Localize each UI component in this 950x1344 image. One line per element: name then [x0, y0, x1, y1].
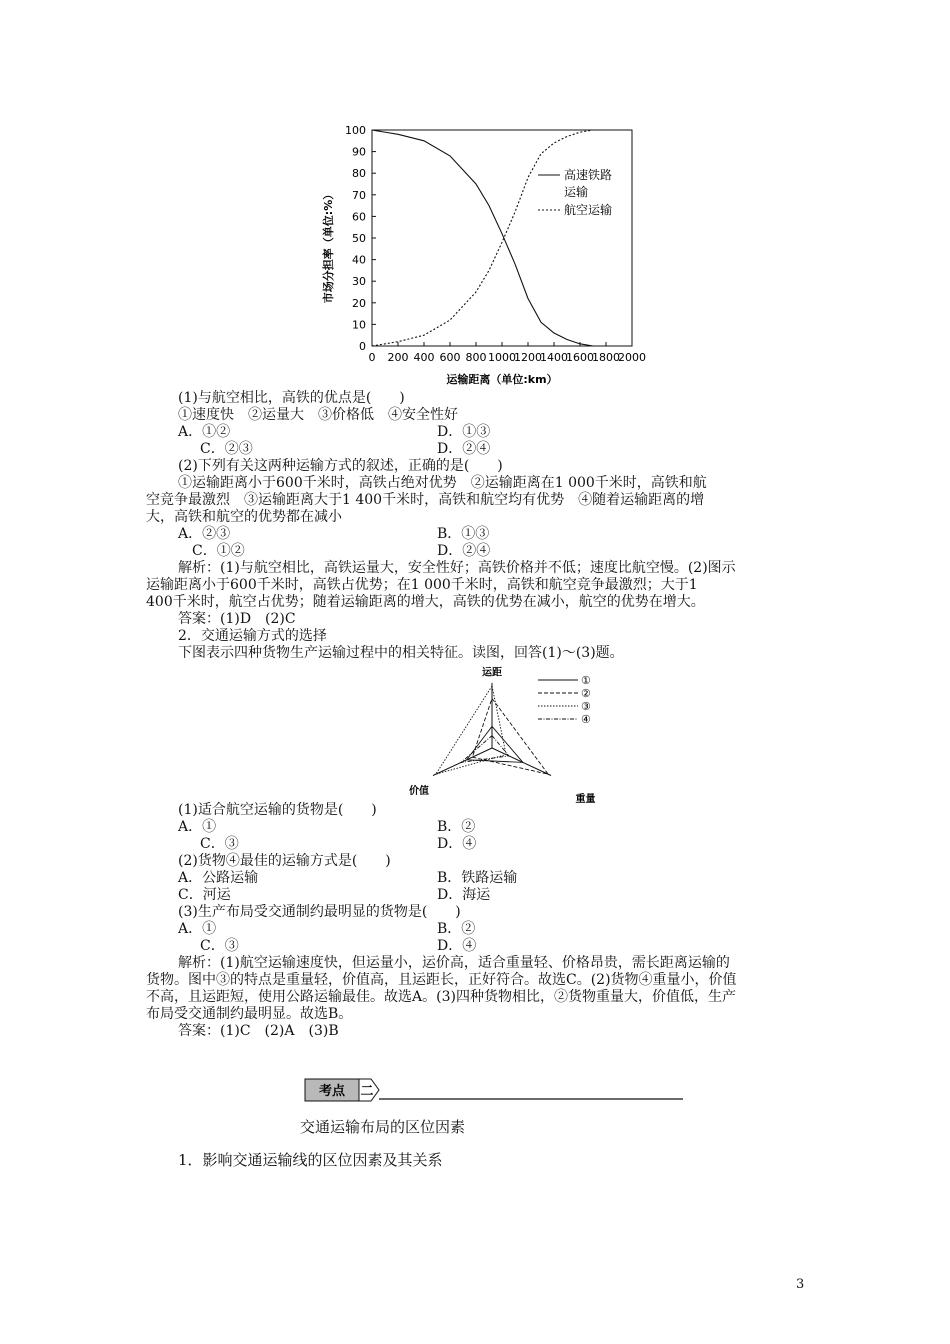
x-tick-label: 0 [368, 351, 376, 364]
x-tick-label: 1600 [566, 351, 594, 364]
q4-option-c: C．河运 [178, 887, 231, 903]
analysis1-line1: 解析：(1)与航空相比，高铁运量大，安全性好；高铁价格并不低；速度比航空慢。(2)图示 [178, 560, 736, 576]
q5-option-a: A．① [178, 921, 217, 937]
y-axis-label: 市场分担率（单位:%） [322, 188, 335, 304]
section2-intro: 下图表示四种货物生产运输过程中的相关特征。读图，回答(1)～(3)题。 [178, 645, 624, 661]
radar-series-solid [467, 726, 523, 762]
y-tick-label: 40 [352, 253, 366, 267]
x-tick-label: 1000 [488, 351, 516, 364]
q2-line2: 空竞争最激烈 ③运输距离大于1 400千米时，高铁和航空均有优势 ④随着运输距离的增 [146, 492, 705, 508]
x-tick-label: 800 [465, 351, 487, 364]
axis-label-weight: 重量 [575, 793, 596, 805]
kaodian-num: 二 [360, 1084, 374, 1099]
y-tick-label: 100 [345, 124, 366, 137]
analysis2-line4: 布局受交通制约最明显。故选B。 [146, 1006, 353, 1022]
q1-items: ①速度快 ②运量大 ③价格低 ④安全性好 [178, 407, 458, 423]
series-lines [372, 130, 606, 346]
legend-air: 航空运输 [564, 203, 613, 217]
q2-stem: (2)下列有关这两种运输方式的叙述，正确的是( ) [178, 458, 503, 474]
kaodian-badge [305, 1077, 685, 1103]
series-line-solid [372, 130, 606, 346]
x-tick-label: 200 [387, 351, 409, 364]
q3-option-d: D．④ [437, 836, 477, 852]
q4-option-b: B．铁路运输 [437, 870, 518, 886]
legend-label: ④ [581, 713, 591, 726]
q5-stem: (3)生产布局受交通制约最明显的货物是( ) [178, 904, 461, 920]
page-number: 3 [796, 1277, 805, 1292]
q4-option-a: A．公路运输 [178, 870, 259, 886]
y-tick-label: 70 [352, 188, 366, 202]
answer1: 答案：(1)D (2)C [178, 611, 296, 627]
y-tick-label: 30 [352, 275, 366, 289]
q3-option-b: B．② [437, 819, 476, 835]
q2-option-b: B．①③ [437, 526, 490, 542]
q3-stem: (1)适合航空运输的货物是( ) [178, 802, 377, 818]
market-share-line-chart [310, 118, 680, 390]
q2-option-a: A．②③ [178, 526, 231, 542]
topic-title: 交通运输布局的区位因素 [300, 1118, 466, 1136]
q5-option-d: D．④ [437, 938, 477, 954]
q5-option-c: C．③ [200, 938, 239, 954]
x-tick-labels [369, 342, 647, 364]
series-line-dotted [372, 130, 606, 346]
analysis2-line1: 解析：(1)航空运输速度快，但运量小，运价高，适合重量轻、价格昂贵，需长距离运输的 [178, 955, 730, 971]
x-tick-label: 1800 [592, 351, 620, 364]
q1-option-c: C．②③ [200, 441, 253, 457]
q2-option-c: C．①② [192, 543, 245, 559]
legend-rail-line1: 高速铁路 [564, 168, 613, 182]
y-tick-label: 90 [352, 145, 366, 159]
y-tick-label: 0 [359, 340, 366, 353]
q1-option-b: D．①③ [437, 424, 491, 440]
legend-label: ① [581, 674, 591, 687]
q2-line1: ①运输距离小于600千米时，高铁占绝对优势 ②运输距离在1 000千米时，高铁和航 [178, 475, 707, 491]
q3-option-a: A．① [178, 819, 217, 835]
x-tick-label: 2000 [618, 351, 646, 364]
q3-option-c: C．③ [200, 836, 239, 852]
analysis1-line2: 运输距离小于600千米时，高铁占优势；在1 000千米时，高铁和航空竞争最激烈；大于1 [146, 577, 698, 593]
q1-stem: (1)与航空相比，高铁的优点是( ) [178, 390, 405, 406]
plot-frame [372, 130, 632, 346]
legend-label: ② [581, 687, 591, 700]
y-tick-label: 20 [352, 296, 366, 310]
y-tick-label: 60 [352, 210, 366, 224]
radar-series-dashed [472, 698, 548, 774]
radar-axis [433, 748, 492, 776]
q1-option-d: D．②④ [437, 441, 491, 457]
radar-legend [538, 674, 591, 726]
axis-label-distance: 运距 [482, 667, 502, 679]
q1-option-a: A．①② [178, 424, 231, 440]
x-tick-label: 400 [413, 351, 435, 364]
q2-line3: 大，高铁和航空的优势都在减小 [146, 509, 342, 525]
analysis1-line3: 400千米时，航空占优势；随着运输距离的增大，高铁的优势在减小，航空的优势在增大。 [146, 594, 705, 610]
chart-axes [372, 130, 632, 346]
analysis2-line3: 不高，且运距短，使用公路运输最佳。故选A。(3)四种货物相比，②货物重量大，价值低，生产 [146, 989, 736, 1005]
q4-stem: (2)货物④最佳的运输方式是( ) [178, 853, 391, 869]
x-tick-label: 1400 [540, 351, 568, 364]
kaodian-label: 考点 [318, 1084, 346, 1099]
q4-option-d: D．海运 [437, 887, 491, 903]
legend-label: ③ [581, 700, 591, 713]
answer2: 答案：(1)C (2)A (3)B [178, 1023, 339, 1039]
x-tick-label: 600 [439, 351, 461, 364]
y-tick-label: 80 [352, 167, 366, 181]
section2-title: 2．交通运输方式的选择 [178, 628, 327, 644]
x-axis-label: 运输距离（单位:km） [446, 373, 558, 386]
axis-label-value: 价值 [408, 786, 429, 798]
analysis2-line2: 货物。图中③的特点是重量轻，价值高，且运距长，正好符合。故选C。(2)货物④重量小，价值 [146, 972, 737, 988]
subsection-1: 1．影响交通运输线的区位因素及其关系 [178, 1151, 443, 1169]
q2-option-d: D．②④ [437, 543, 491, 559]
x-tick-label: 1200 [514, 351, 542, 364]
cargo-radar-chart [408, 662, 620, 805]
y-tick-label: 50 [352, 232, 366, 245]
legend-rail-line2: 运输 [564, 185, 589, 199]
y-tick-label: 10 [352, 318, 366, 332]
y-tick-labels [345, 124, 376, 353]
q5-option-b: B．② [437, 921, 476, 937]
